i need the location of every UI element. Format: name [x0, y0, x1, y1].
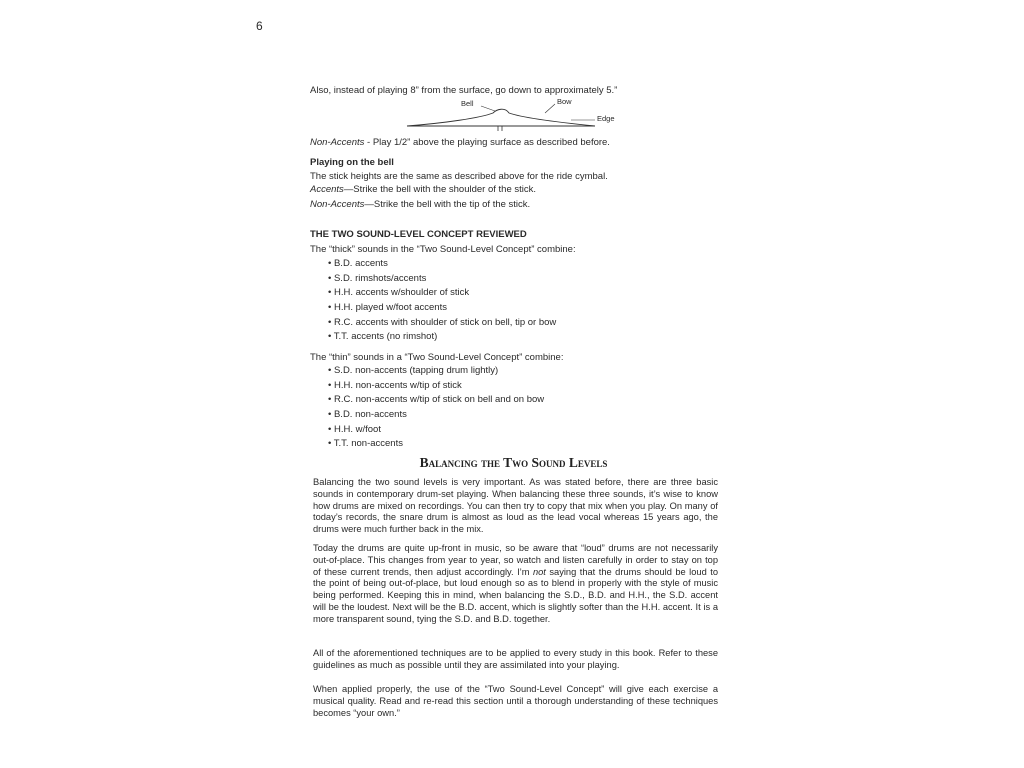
list-item: • R.C. non-accents w/tip of stick on bell and on bow	[328, 393, 544, 408]
tsl-heading: THE TWO SOUND-LEVEL CONCEPT REVIEWED	[310, 229, 527, 240]
list-item: • B.D. accents	[328, 257, 556, 272]
thin-sounds-list	[328, 364, 544, 452]
non-accents-term: Non-Accents	[310, 137, 365, 148]
paragraph-2-emphasis: not	[532, 566, 546, 577]
thick-sounds-list	[328, 257, 556, 345]
page-number: 6	[256, 19, 263, 33]
list-item: • H.H. w/foot	[328, 423, 544, 438]
cymbal-diagram	[405, 99, 645, 135]
bell-line-1: The stick heights are the same as described above for the ride cymbal.	[310, 171, 608, 182]
accents-text: —Strike the bell with the shoulder of the stick.	[343, 184, 537, 195]
list-item: • T.T. accents (no rimshot)	[328, 330, 556, 345]
paragraph-2-b: saying that the drums should be loud to the point of being out-of-place, but loud enough so as to blend in properly with the style of music being performed. Keeping this in mind, when balancing the S.D., B.D. and H.H., the S.D. accent will be the loudest. Next will be the B.D. accent, which is slightly softer than the H.H. accent. It is a more transparent sound, tying the S.D. and B.D. together.	[313, 566, 718, 624]
list-item: • H.H. accents w/shoulder of stick	[328, 286, 556, 301]
paragraph-1: Balancing the two sound levels is very important. As was stated before, there are three basic sounds in contemporary drum-set playing. When balancing these three sounds, it’s wise to know how drums are mixed on recordings. You can then try to copy that mix when you play. On many of today’s records, the snare drum is almost as loud as the lead vocal whereas 15 years ago, the drums were much further back in the mix.	[313, 477, 718, 535]
edge-label: Edge	[597, 114, 615, 123]
list-item: • R.C. accents with shoulder of stick on bell, tip or bow	[328, 316, 556, 331]
nonaccents-term: Non-Accents	[310, 199, 365, 210]
bow-label: Bow	[557, 97, 572, 106]
nonaccents-text: —Strike the bell with the tip of the stick.	[364, 199, 531, 210]
thick-intro: The “thick” sounds in the “Two Sound-Level Concept” combine:	[310, 244, 576, 255]
list-item: • T.T. non-accents	[328, 437, 544, 452]
accents-term: Accents	[310, 184, 344, 195]
non-accents-line	[310, 136, 610, 150]
section-title: Balancing the Two Sound Levels	[419, 455, 608, 470]
intro-line: Also, instead of playing 8” from the surface, go down to approximately 5.”	[310, 85, 618, 96]
list-item: • S.D. rimshots/accents	[328, 272, 556, 287]
bell-heading: Playing on the bell	[310, 157, 394, 168]
bell-accents-line	[310, 183, 536, 197]
list-item: • S.D. non-accents (tapping drum lightly)	[328, 364, 544, 379]
bell-nonaccents-line	[310, 198, 530, 212]
non-accents-text: - Play 1/2” above the playing surface as described before.	[364, 137, 610, 148]
list-item: • H.H. played w/foot accents	[328, 301, 556, 316]
paragraph-4: When applied properly, the use of the “Two Sound-Level Concept” will give each exercise a musical quality. Read and re-read this section until a thorough understanding of these techniques becomes “your own.”	[313, 684, 718, 718]
paragraph-2-a: Today the drums are quite up-front in music, so be aware that “loud” drums are not necessarily out-of-place. This changes from year to year, so watch and listen carefully in order to stay on top of these current trends, then adjust accordingly. I’m	[313, 543, 718, 577]
list-item: • B.D. non-accents	[328, 408, 544, 423]
thin-intro: The “thin” sounds in a “Two Sound-Level Concept” combine:	[310, 352, 564, 363]
paragraph-3: All of the aforementioned techniques are to be applied to every study in this book. Refer to these guidelines as much as possible until they are assimilated into your playing.	[313, 648, 718, 670]
paragraph-2	[313, 543, 718, 626]
bell-label: Bell	[461, 99, 474, 108]
list-item: • H.H. non-accents w/tip of stick	[328, 379, 544, 394]
